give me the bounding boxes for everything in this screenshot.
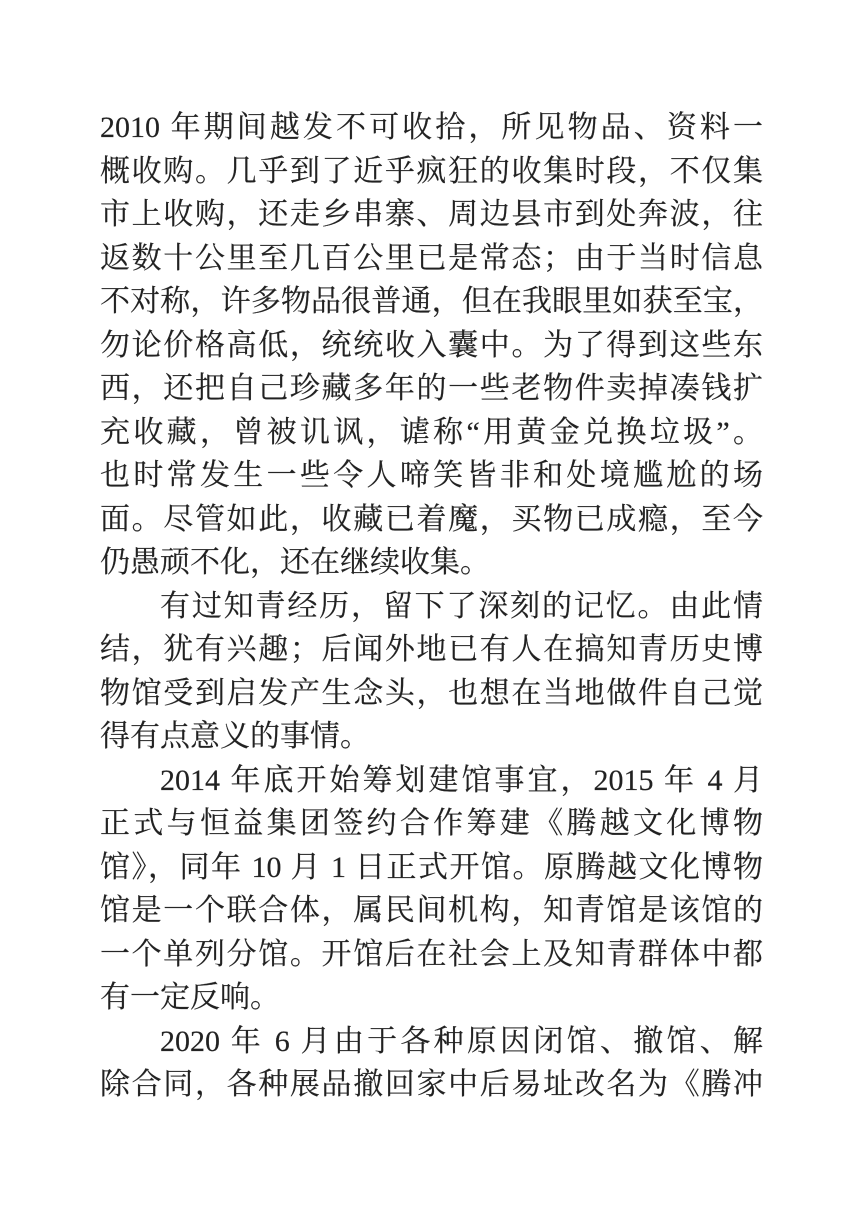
text-line: 物馆受到启发产生念头，也想在当地做件自己觉 [100, 676, 763, 710]
text-line: 结，犹有兴趣；后闻外地已有人在搞知青历史博 [100, 633, 763, 666]
text-line: 返数十公里至几百公里已是常态；由于当时信息 [100, 241, 763, 275]
text-line: 2010 年期间越发不可收拾，所见物品、资料一 [100, 111, 763, 144]
text-line: 2020 年 6 月由于各种原因闭馆、撤馆、解 [160, 1024, 763, 1058]
text-line: 一个单列分馆。开馆后在社会上及知青群体中都 [100, 937, 763, 971]
paragraph [100, 585, 763, 759]
text-line: 馆是一个联合体，属民间机构，知青馆是该馆的 [100, 894, 763, 927]
text-line: 除合同，各种展品撤回家中后易址改名为《腾冲 [100, 1068, 763, 1101]
text-line: 西，还把自己珍藏多年的一些老物件卖掉凑钱扩 [100, 372, 763, 405]
text-line: 仍愚顽不化，还在继续收集。 [100, 546, 490, 579]
text-line: 市上收购，还走乡串寨、周边县市到处奔波，往 [100, 198, 763, 231]
text-line: 也时常发生一些令人啼笑皆非和处境尴尬的场 [100, 459, 763, 492]
paragraph [100, 106, 763, 585]
document-text-block [100, 106, 763, 1107]
text-line: 不对称，许多物品很普通，但在我眼里如获至宝， [100, 285, 763, 318]
text-line: 有一定反响。 [100, 981, 280, 1014]
text-line: 概收购。几乎到了近乎疯狂的收集时段，不仅集 [100, 154, 763, 188]
text-line: 馆》，同年 10 月 1 日正式开馆。原腾越文化博物 [100, 850, 763, 884]
text-line: 充收藏，曾被讥讽，谑称“用黄金兑换垃圾”。 [100, 415, 763, 449]
paragraph [100, 1020, 763, 1107]
text-line: 2014 年底开始筹划建馆事宜，2015 年 4 月 [160, 763, 763, 797]
text-line: 正式与恒益集团签约合作筹建《腾越文化博物 [100, 807, 763, 840]
text-line: 得有点意义的事情。 [100, 720, 370, 753]
text-line: 有过知青经历，留下了深刻的记忆。由此情 [160, 589, 763, 623]
text-line: 勿论价格高低，统统收入囊中。为了得到这些东 [100, 328, 763, 362]
paragraph [100, 759, 763, 1020]
text-line: 面。尽管如此，收藏已着魔，买物已成瘾，至今 [100, 502, 763, 536]
